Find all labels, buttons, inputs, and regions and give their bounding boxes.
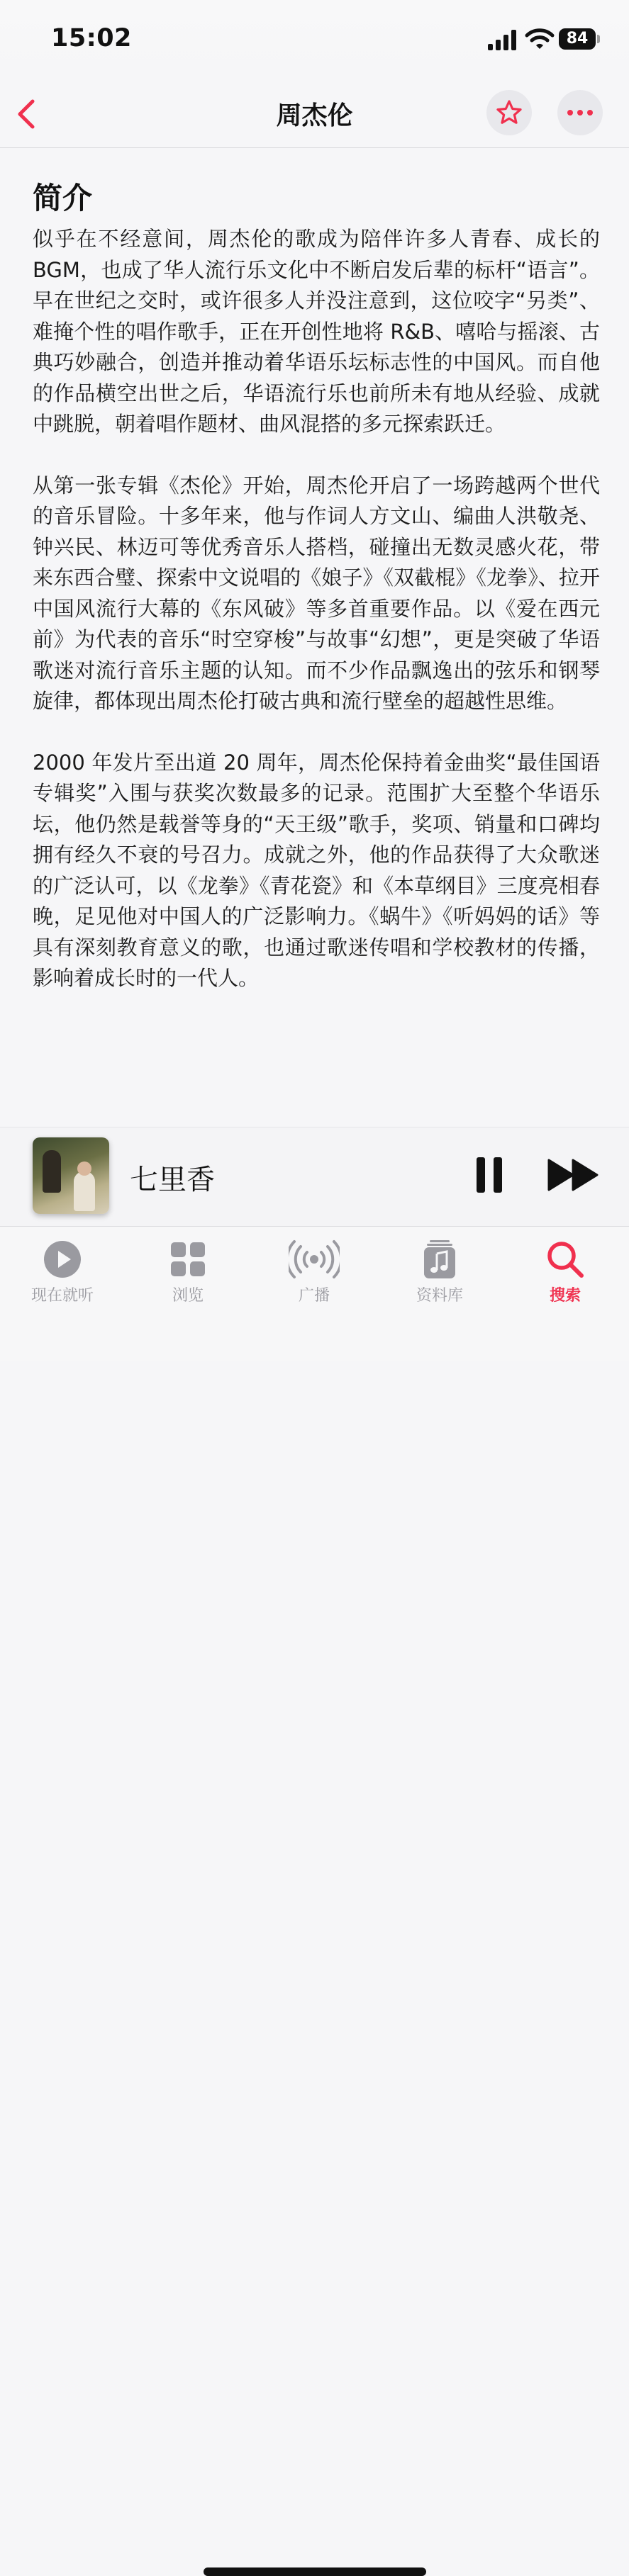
album-cover[interactable]: [33, 1137, 109, 1214]
status-time: 15:02: [51, 24, 132, 52]
mini-player[interactable]: [0, 1127, 629, 1226]
bio-paragraph: 似乎在不经意间，周杰伦的歌成为陪伴许多人青春、成长的 BGM，也成了华人流行乐文化中不断启发后辈的标杆“语言”。早在世纪之交时，或许很多人并没注意到，这位咬字“另类”、难掩个性的唱作歌手，正在开创性地将 R&B、嘻哈与摇滚、古典巧妙融合，创造并推动着华语乐坛标志性的中国风。而自他的作品横空出世之后，华语流行乐也前所未有地从经验、成就中跳脱，朝着唱作题材、曲风混搭的多元探索跃迁。: [33, 227, 600, 436]
radio-icon: [289, 1239, 340, 1279]
cover-figure: [77, 1162, 91, 1176]
navigation-bar: [0, 81, 629, 148]
wifi-icon: [525, 27, 555, 51]
cellular-signal-icon: [486, 28, 521, 51]
now-playing-title[interactable]: 七里香: [130, 1164, 215, 1196]
tab-radio[interactable]: [265, 1239, 364, 1305]
bio-paragraph: 从第一张专辑《杰伦》开始，周杰伦开启了一场跨越两个世代的音乐冒险。十多年来，他与作词人方文山、编曲人洪敬尧、钟兴民、林迈可等优秀音乐人搭档，碰撞出无数灵感火花，带来东西合璧、探索中文说唱的《娘子》《双截棍》《龙拳》、拉开中国风流行大幕的《东风破》等多首重要作品。以《爱在西元前》为代表的音乐“时空穿梭”与故事“幻想”，更是突破了华语歌迷对流行音乐主题的认知。而不少作品飘逸出的弦乐和钢琴旋律，都体现出周杰伦打破古典和流行壁垒的超越性思维。: [33, 473, 600, 713]
cover-figure: [43, 1150, 61, 1193]
tab-library[interactable]: [390, 1239, 489, 1305]
artist-bio: [33, 179, 600, 1025]
tab-listen-now[interactable]: [13, 1239, 112, 1305]
section-title: 简介: [33, 181, 93, 215]
status-bar: [0, 0, 629, 81]
forward-icon[interactable]: [547, 1157, 599, 1193]
play-circle-icon: [43, 1239, 82, 1279]
battery-indicator: 84: [559, 28, 596, 50]
favorite-button[interactable]: [486, 90, 532, 135]
more-button[interactable]: [557, 90, 603, 135]
tab-search[interactable]: [516, 1239, 615, 1305]
bio-paragraph: 2000 年发片至出道 20 周年，周杰伦保持着金曲奖“最佳国语专辑奖”入围与获奖次数最多的记录。范围扩大至整个华语乐坛，他仍然是载誉等身的“天王级”歌手，奖项、销量和口碑均拥有经久不衰的号召力。成就之外，他的作品获得了大众歌迷的广泛认可，以《龙拳》《青花瓷》和《本草纲目》三度亮相春晚，足见他对中国人的广泛影响力。《蜗牛》《听妈妈的话》等具有深刻教育意义的歌，也通过歌迷传唱和学校教材的传播，影响着成长时的一代人。: [33, 750, 600, 990]
tab-label: 资料库: [416, 1287, 463, 1305]
tab-bar: [0, 1226, 629, 1361]
tab-label: 搜索: [549, 1287, 581, 1305]
battery-cap: [597, 35, 600, 43]
star-icon: [495, 99, 523, 127]
search-icon: [545, 1239, 585, 1279]
tab-label: 浏览: [172, 1287, 204, 1305]
tab-browse[interactable]: [138, 1239, 238, 1305]
page-title: 周杰伦: [276, 101, 353, 130]
cover-figure: [74, 1171, 95, 1211]
tab-label: 广播: [298, 1287, 330, 1305]
tab-label: 现在就听: [30, 1287, 94, 1305]
grid-icon: [168, 1239, 208, 1279]
pause-icon[interactable]: [474, 1156, 505, 1194]
music-library-icon: [420, 1239, 460, 1279]
ellipsis-icon: [566, 108, 594, 117]
home-indicator[interactable]: [204, 2567, 426, 2576]
